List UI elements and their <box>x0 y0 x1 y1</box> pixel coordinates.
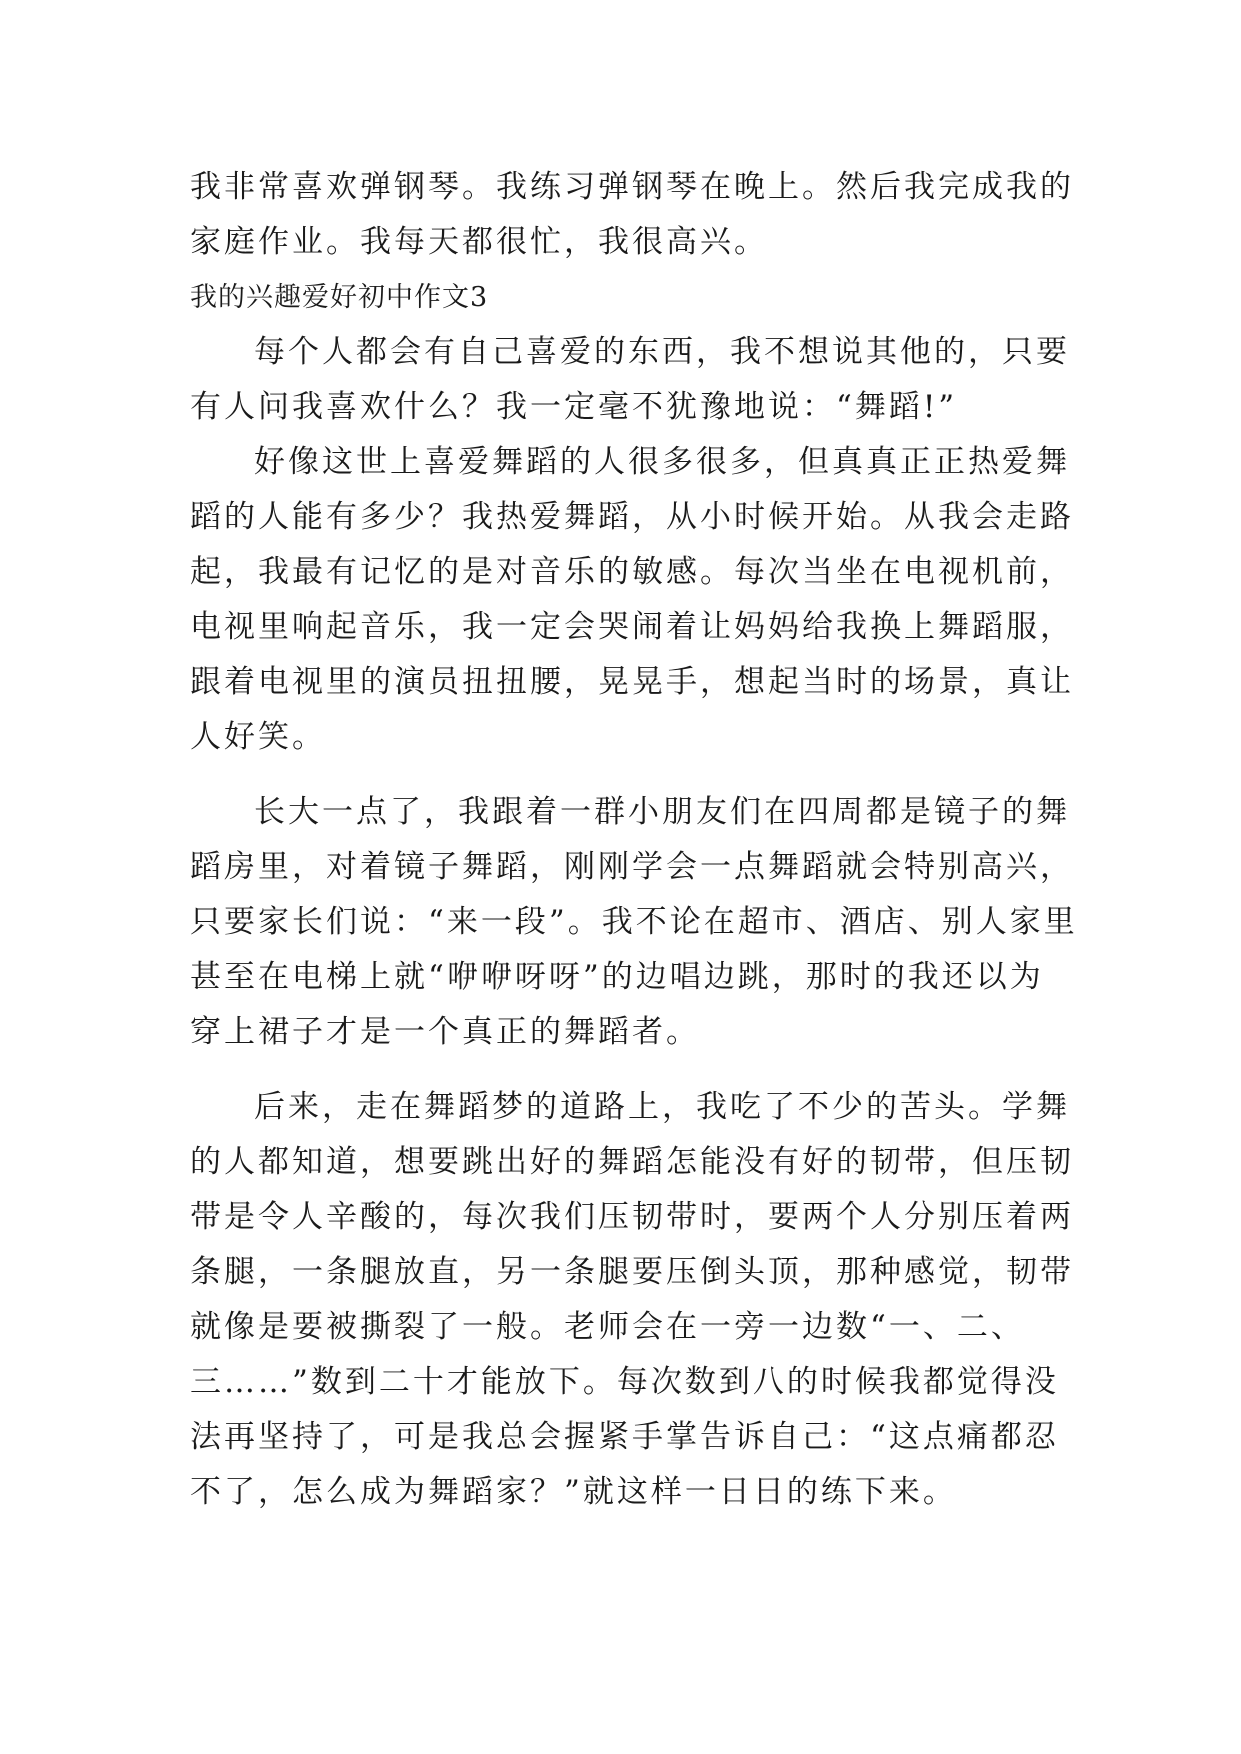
text-line: 的人都知道，想要跳出好的舞蹈怎能没有好的韧带，但压韧 <box>190 1144 1074 1180</box>
text-line: 有人问我喜欢什么？我一定毫不犹豫地说：“舞蹈!” <box>190 389 958 425</box>
text-line: 只要家长们说：“来一段”。我不论在超市、酒店、别人家里 <box>190 904 1078 940</box>
text-line: 三……”数到二十才能放下。每次数到八的时候我都觉得没 <box>190 1364 1059 1400</box>
text-line: 电视里响起音乐，我一定会哭闹着让妈妈给我换上舞蹈服， <box>190 609 1074 645</box>
text-line: 不了，怎么成为舞蹈家？”就这样一日日的练下来。 <box>190 1474 957 1510</box>
text-line: 法再坚持了，可是我总会握紧手掌告诉自己：“这点痛都忍 <box>190 1419 1059 1455</box>
text-line: 甚至在电梯上就“咿咿呀呀”的边唱边跳，那时的我还以为 <box>190 959 1044 995</box>
paragraph-start: 好像这世上喜爱舞蹈的人很多很多，但真真正正热爱舞 <box>254 444 1070 480</box>
text-line: 带是令人辛酸的，每次我们压韧带时，要两个人分别压着两 <box>190 1199 1074 1235</box>
text-line: 人好笑。 <box>190 719 326 755</box>
text-line: 跟着电视里的演员扭扭腰，晃晃手，想起当时的场景，真让 <box>190 664 1074 700</box>
text-line: 条腿，一条腿放直，另一条腿要压倒头顶，那种感觉，韧带 <box>190 1254 1074 1290</box>
paragraph-start: 长大一点了，我跟着一群小朋友们在四周都是镜子的舞 <box>254 794 1070 830</box>
text-line: 我非常喜欢弹钢琴。我练习弹钢琴在晚上。然后我完成我的 <box>190 169 1074 205</box>
text-line: 起，我最有记忆的是对音乐的敏感。每次当坐在电视机前， <box>190 554 1074 590</box>
text-line: 蹈房里，对着镜子舞蹈，刚刚学会一点舞蹈就会特别高兴， <box>190 849 1074 885</box>
section-title: 我的兴趣爱好初中作文3 <box>190 282 489 313</box>
text-line: 家庭作业。我每天都很忙，我很高兴。 <box>190 224 768 260</box>
document-body <box>190 160 1078 1520</box>
text-line: 穿上裙子才是一个真正的舞蹈者。 <box>190 1014 700 1050</box>
paragraph-start: 后来，走在舞蹈梦的道路上，我吃了不少的苦头。学舞 <box>254 1089 1070 1125</box>
text-line: 就像是要被撕裂了一般。老师会在一旁一边数“一、二、 <box>190 1309 1025 1345</box>
text-line: 蹈的人能有多少？我热爱舞蹈，从小时候开始。从我会走路 <box>190 499 1074 535</box>
paragraph-start: 每个人都会有自己喜爱的东西，我不想说其他的，只要 <box>254 334 1070 370</box>
